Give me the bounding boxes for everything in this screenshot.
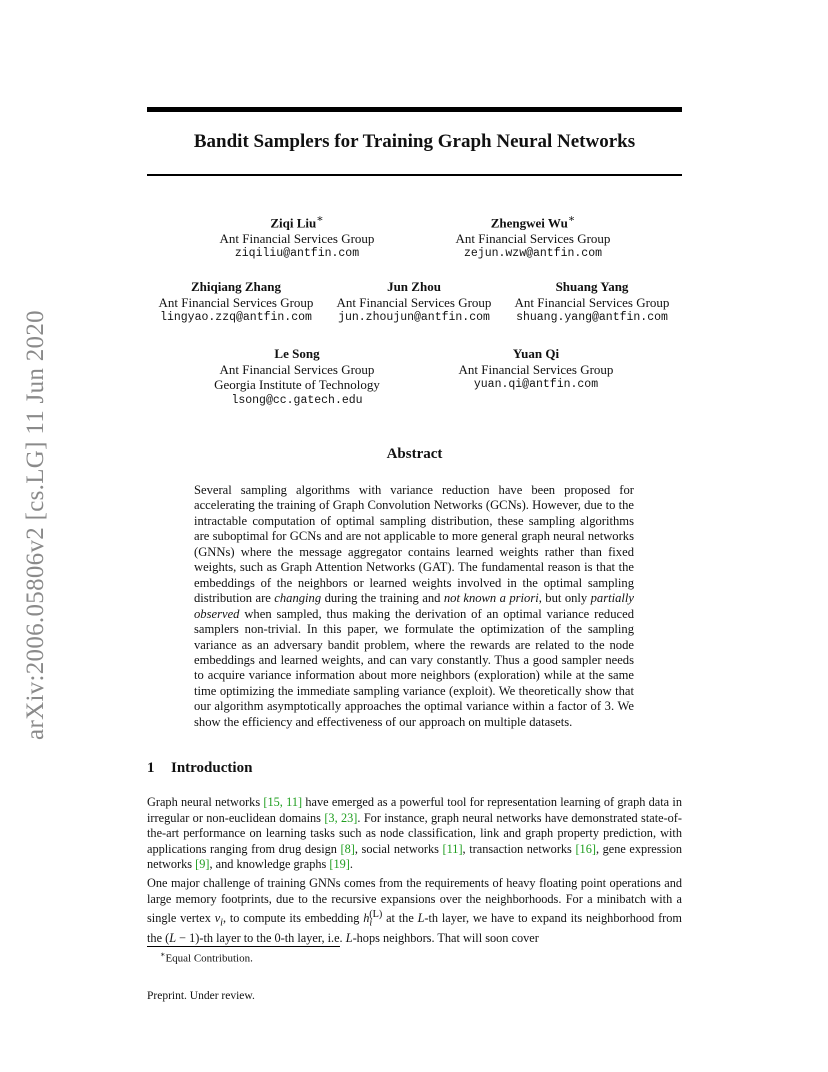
- citation-link[interactable]: [3, 23]: [324, 810, 358, 825]
- author-block: [197, 212, 397, 262]
- author-block: [325, 279, 503, 326]
- author-email: yuan.qi@antfin.com: [473, 378, 599, 391]
- author-name: Le Song: [274, 346, 320, 361]
- author-block: [436, 346, 636, 393]
- preprint-note: Preprint. Under review.: [147, 990, 255, 1002]
- author-block: [433, 212, 633, 262]
- math-var: h: [363, 911, 370, 926]
- math-var: v: [214, 911, 221, 926]
- author-email: shuang.yang@antfin.com: [516, 311, 668, 324]
- citation-link[interactable]: [11]: [442, 841, 463, 856]
- abstract-heading: Abstract: [386, 446, 443, 462]
- author-affiliation: Ant Financial Services Group: [219, 230, 375, 246]
- footnote-rule: [147, 946, 340, 947]
- math-var: L: [417, 911, 425, 926]
- section-heading: [147, 760, 252, 777]
- author-name: Ziqi Liu∗: [270, 213, 324, 231]
- arxiv-id-text: arXiv:2006.05806v2 [cs.LG] 11 Jun 2020: [22, 310, 49, 740]
- author-email: lingyao.zzq@antfin.com: [160, 311, 312, 324]
- arxiv-sidebar-stamp: [16, 290, 56, 760]
- author-name: Jun Zhou: [387, 279, 441, 294]
- abstract-paragraph: Several sampling algorithms with variance reduction have been proposed for accelerating the training of Graph Convolution Networks (GCNs). However, due to the intractable computation of optimal sampling distribution, these sampling algorithms are suboptimal for GCNs and are not applicable to more general graph neural networks (GNNs) where the message aggregator contains learned weights rather than fixed weights, such as Graph Attention Networks (GAT). The fundamental reason is that the embeddings of the neighbors or learned weights involved in the optimal sampling distribution are changing during the training and not known a priori, but only partially observed when sampled, thus making the derivation of an optimal variance reduced samplers non-trivial. In this paper, we formulate the optimization of the sampling variance as an adversary bandit problem, where the rewards are related to the node embeddings and learned weights, and can vary constantly. Thus a good sampler needs to acquire variance information about more neighbors (exploration) while at the same time optimizing the immediate sampling variance (exploit). We theoretically show that our algorithm asymptotically approaches the optimal variance within a factor of 3. We show the efficiency and effectiveness of our approach on multiple datasets.: [194, 483, 635, 729]
- math-var: L: [169, 931, 177, 946]
- title-top-rule: [147, 107, 682, 112]
- citation-link[interactable]: [19]: [329, 857, 350, 871]
- author-name: Yuan Qi: [512, 346, 560, 361]
- intro-paragraph-2: One major challenge of training GNNs comes from the requirements of heavy floating point operations and large memory footprints, due to the recursive expansions over the neighborhoods. For a minibatch with a single vertex $v_i$, to compute its embedding $h_i^{(L)}$ at the L-th layer, we have to expand its neighborhood from the (L − 1)-th layer to the 0-th layer, i.e. L-hops neighbors. That will soon cover: [147, 876, 682, 946]
- author-block: [503, 279, 681, 326]
- intro-paragraph-1: Graph neural networks [15, 11] have emerged as a powerful tool for representation learning of graph data in irregular or non-euclidean domains [3, 23]. For instance, graph neural networks have demonstrated state-of-the-art performance on learning tasks such as node classification, link and graph property prediction, with applications ranging from drug design [8], social networks [11], transaction networks [16], gene expression networks [9], and knowledge graphs [19].: [147, 795, 683, 871]
- author-affiliation: Ant Financial Services Group: [219, 361, 375, 377]
- author-affiliation: Georgia Institute of Technology: [214, 377, 380, 392]
- author-affiliation: Ant Financial Services Group: [455, 230, 611, 246]
- citation-link[interactable]: [15, 11]: [263, 795, 303, 809]
- section-title: Introduction: [171, 760, 253, 776]
- citation-link[interactable]: [16]: [575, 841, 596, 856]
- citation-link[interactable]: [8]: [340, 841, 355, 856]
- author-email: lsong@cc.gatech.edu: [231, 393, 363, 407]
- section-number: 1: [147, 760, 155, 776]
- footnote: ∗Equal Contribution.: [160, 950, 253, 965]
- author-affiliation: Ant Financial Services Group: [458, 361, 614, 377]
- title-bottom-rule: [147, 174, 682, 176]
- author-name: Zhengwei Wu∗: [490, 213, 576, 231]
- author-block: [197, 346, 397, 408]
- abstract-body: [194, 483, 634, 730]
- author-name: Shuang Yang: [555, 279, 629, 294]
- author-name: Zhiqiang Zhang: [191, 279, 281, 294]
- author-affiliation: Ant Financial Services Group: [514, 294, 670, 310]
- math-var: L: [345, 931, 353, 946]
- author-email: jun.zhoujun@antfin.com: [338, 311, 490, 324]
- author-email: zejun.wzw@antfin.com: [463, 247, 603, 261]
- author-affiliation: Ant Financial Services Group: [336, 294, 492, 310]
- author-block: [147, 279, 325, 326]
- author-email: ziqiliu@antfin.com: [234, 247, 360, 261]
- paper-title: Bandit Samplers for Training Graph Neural Networks: [193, 131, 636, 152]
- author-affiliation: Ant Financial Services Group: [158, 294, 314, 310]
- citation-link[interactable]: [9]: [195, 857, 210, 871]
